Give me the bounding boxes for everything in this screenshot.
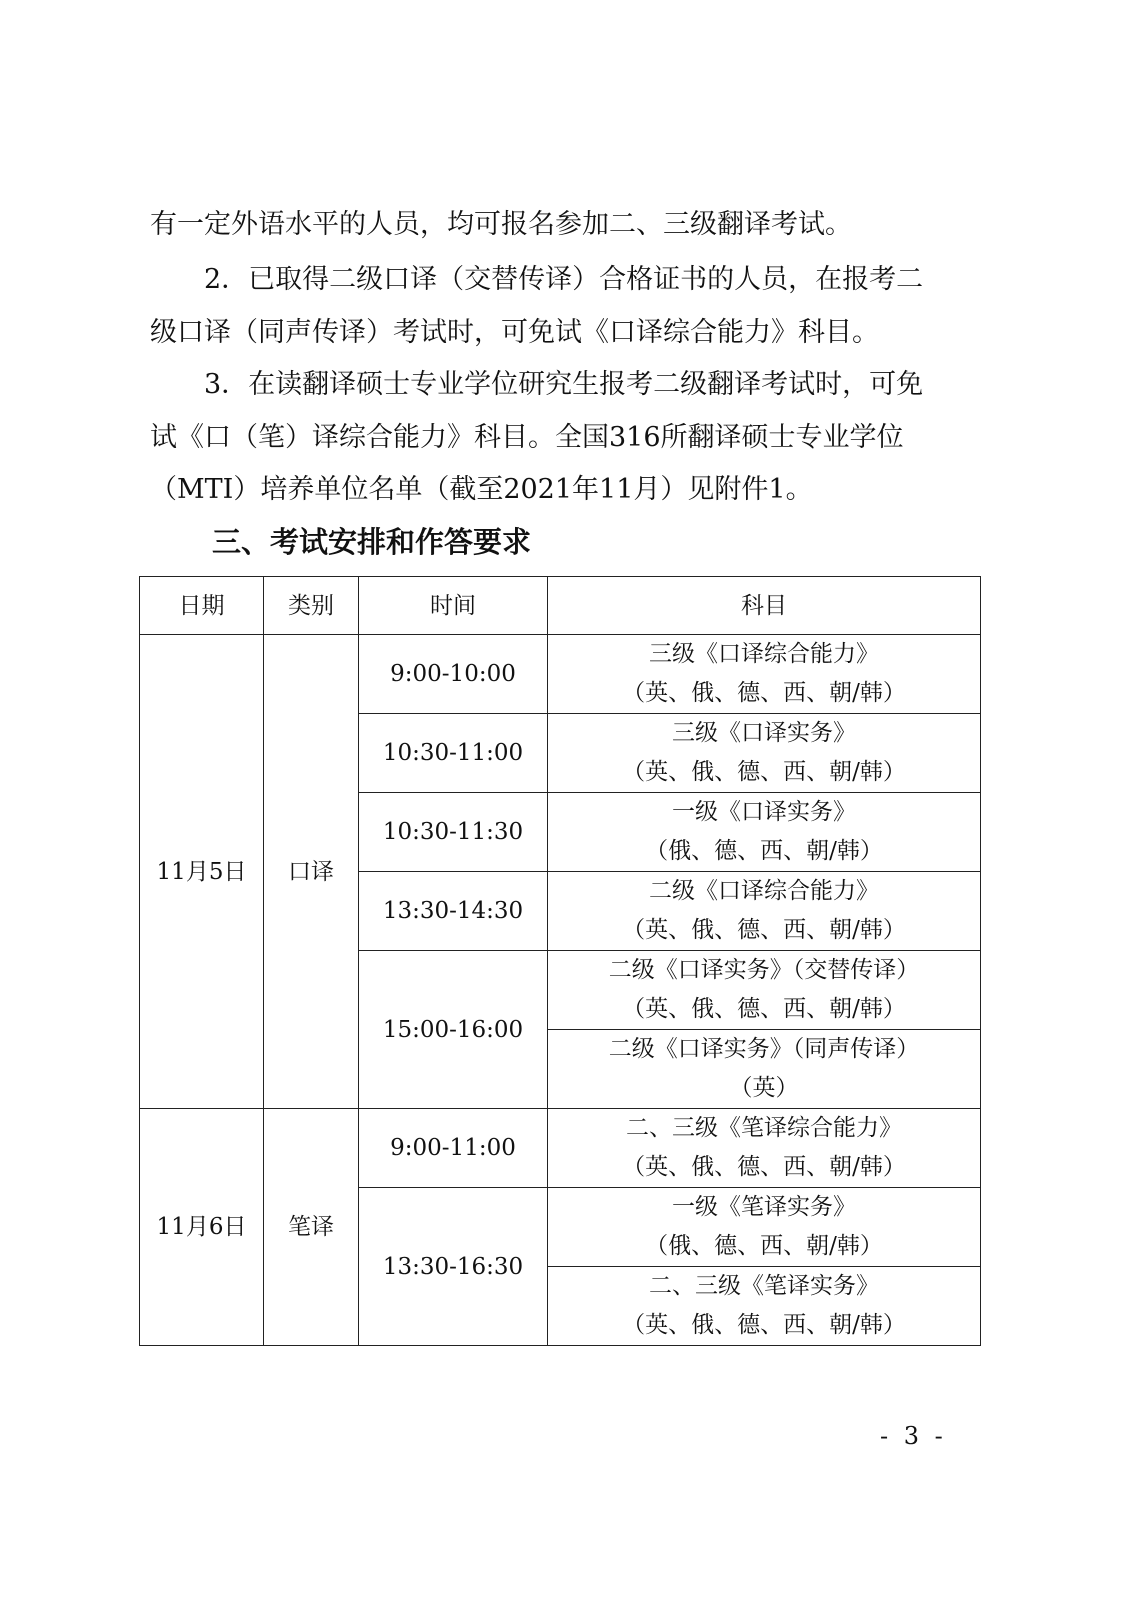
- category-cell: 口译: [264, 635, 359, 1109]
- subject-name: 一级《口译实务》: [672, 799, 856, 825]
- subject-languages: （英）: [729, 1075, 799, 1101]
- header-category: 类别: [264, 577, 359, 635]
- subject-languages: （英、俄、德、西、朝/韩）: [622, 759, 906, 785]
- table-row: [140, 1109, 981, 1188]
- subject-cell: [548, 872, 981, 951]
- paragraph-line-2: 2．已取得二级口译（交替传译）合格证书的人员，在报考二: [204, 264, 924, 295]
- time-cell: 13:30-14:30: [359, 872, 548, 951]
- subject-languages: （英、俄、德、西、朝/韩）: [622, 1154, 906, 1180]
- paragraph-line-4: 3．在读翻译硕士专业学位研究生报考二级翻译考试时，可免: [204, 369, 924, 400]
- subject-cell: [548, 793, 981, 872]
- subject-cell: [548, 1109, 981, 1188]
- subject-cell: [548, 635, 981, 714]
- date-cell: 11月6日: [140, 1109, 264, 1346]
- time-cell: 10:30-11:30: [359, 793, 548, 872]
- date-cell: 11月5日: [140, 635, 264, 1109]
- subject-languages: （英、俄、德、西、朝/韩）: [622, 680, 906, 706]
- subject-languages: （俄、德、西、朝/韩）: [645, 838, 883, 864]
- time-cell: 9:00-11:00: [359, 1109, 548, 1188]
- header-subject: 科目: [548, 577, 981, 635]
- subject-cell: [548, 951, 981, 1030]
- subject-languages: （英、俄、德、西、朝/韩）: [622, 996, 906, 1022]
- subject-name: 二级《口译实务》（交替传译）: [608, 957, 920, 983]
- header-time: 时间: [359, 577, 548, 635]
- paragraph-line-5: 试《口（笔）译综合能力》科目。全国316所翻译硕士专业学位: [150, 422, 904, 453]
- subject-name: 二、三级《笔译实务》: [649, 1273, 879, 1299]
- time-cell: 9:00-10:00: [359, 635, 548, 714]
- subject-name: 三级《口译实务》: [672, 720, 856, 746]
- subject-name: 三级《口译综合能力》: [649, 641, 879, 667]
- time-cell: 13:30-16:30: [359, 1188, 548, 1346]
- section-heading: 三、考试安排和作答要求: [212, 525, 532, 559]
- paragraph-line-1: 有一定外语水平的人员，均可报名参加二、三级翻译考试。: [150, 209, 852, 240]
- subject-languages: （英、俄、德、西、朝/韩）: [622, 1312, 906, 1338]
- subject-name: 一级《笔译实务》: [672, 1194, 856, 1220]
- table-header-row: [140, 577, 981, 635]
- subject-name: 二级《口译实务》（同声传译）: [608, 1036, 920, 1062]
- header-date: 日期: [140, 577, 264, 635]
- exam-schedule-table: [139, 576, 981, 1346]
- category-cell: 笔译: [264, 1109, 359, 1346]
- subject-cell: [548, 1188, 981, 1267]
- time-cell: 10:30-11:00: [359, 714, 548, 793]
- subject-cell: [548, 1030, 981, 1109]
- time-cell: 15:00-16:00: [359, 951, 548, 1109]
- paragraph-line-3: 级口译（同声传译）考试时，可免试《口译综合能力》科目。: [150, 317, 879, 348]
- page-number: - 3 -: [880, 1422, 947, 1450]
- paragraph-line-6: （MTI）培养单位名单（截至2021年11月）见附件1。: [150, 474, 813, 505]
- subject-name: 二、三级《笔译综合能力》: [626, 1115, 902, 1141]
- subject-cell: [548, 714, 981, 793]
- subject-name: 二级《口译综合能力》: [649, 878, 879, 904]
- table-row: [140, 635, 981, 714]
- subject-cell: [548, 1267, 981, 1346]
- subject-languages: （英、俄、德、西、朝/韩）: [622, 917, 906, 943]
- subject-languages: （俄、德、西、朝/韩）: [645, 1233, 883, 1259]
